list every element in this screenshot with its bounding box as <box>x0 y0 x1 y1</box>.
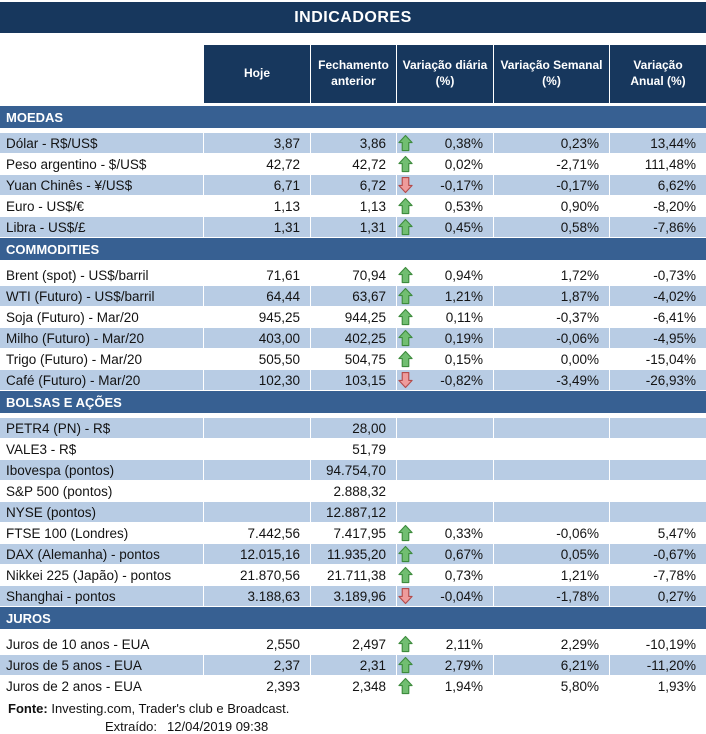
variacao-semanal-value: -0,06% <box>556 525 599 541</box>
variacao-anual-value: -11,20% <box>610 655 706 675</box>
variacao-semanal-value: 0,90% <box>560 198 599 214</box>
extracted-timestamp: 12/04/2019 09:38 <box>167 719 269 734</box>
table-header-row <box>0 45 706 103</box>
table-row <box>0 196 706 217</box>
row-label: S&P 500 (pontos) <box>6 483 113 499</box>
variacao-diaria-value: 1,21% <box>444 288 483 304</box>
variacao-diaria-value: 0,33% <box>444 525 483 541</box>
trend-arrow-slot <box>398 350 413 368</box>
variacao-diaria-cell <box>397 523 493 543</box>
row-label: Nikkei 225 (Japão) - pontos <box>6 567 172 583</box>
variacao-semanal-value: -2,71% <box>556 156 599 172</box>
variacao-diaria-cell <box>397 634 493 654</box>
table-row <box>0 586 706 607</box>
variacao-diaria-value: 0,53% <box>444 198 483 214</box>
trend-arrow-slot <box>398 440 413 458</box>
variacao-semanal-value: 0,58% <box>494 217 609 237</box>
variacao-semanal-value: -1,78% <box>494 586 609 606</box>
table-row <box>0 286 706 307</box>
variacao-diaria-value: 0,02% <box>444 156 483 172</box>
row-label: Shanghai - pontos <box>0 586 203 606</box>
variacao-anual-value: -6,41% <box>653 309 696 325</box>
source-text: Investing.com, Trader's club e Broadcast. <box>47 701 290 716</box>
variacao-diaria-value: 2,79% <box>444 657 483 673</box>
fechamento-anterior-value: 51,79 <box>352 441 386 457</box>
fechamento-anterior-value: 28,00 <box>311 418 396 438</box>
up-arrow-icon <box>398 266 413 284</box>
trend-arrow-slot <box>398 545 413 563</box>
variacao-anual-value <box>610 439 706 459</box>
hoje-value <box>204 502 310 522</box>
variacao-anual-value <box>610 502 706 522</box>
variacao-semanal-value: 1,21% <box>560 567 599 583</box>
row-label: Juros de 5 anos - EUA <box>0 655 203 675</box>
fechamento-anterior-value: 2.888,32 <box>333 483 386 499</box>
trend-arrow-slot <box>398 587 413 605</box>
trend-arrow-slot <box>398 308 413 326</box>
up-arrow-icon <box>398 677 413 695</box>
variacao-anual-value: 1,93% <box>657 678 696 694</box>
fechamento-anterior-value: 12.887,12 <box>311 502 396 522</box>
down-arrow-icon <box>398 176 413 194</box>
variacao-diaria-cell <box>397 460 493 480</box>
trend-arrow-slot <box>398 371 413 389</box>
variacao-semanal-value <box>494 418 609 438</box>
trend-arrow-slot <box>398 503 413 521</box>
hoje-value: 2,550 <box>266 636 300 652</box>
trend-arrow-slot <box>398 329 413 347</box>
trend-arrow-slot <box>398 134 413 152</box>
up-arrow-icon <box>398 134 413 152</box>
row-label: Milho (Futuro) - Mar/20 <box>0 328 203 348</box>
up-arrow-icon <box>398 524 413 542</box>
variacao-diaria-value: 1,94% <box>444 678 483 694</box>
column-header-variacao-anual: Variação Anual (%) <box>610 45 706 103</box>
fechamento-anterior-value: 1,31 <box>311 217 396 237</box>
variacao-semanal-value <box>494 460 609 480</box>
section-header <box>0 106 706 128</box>
hoje-value: 7.442,56 <box>247 525 300 541</box>
variacao-diaria-value: -0,04% <box>440 588 483 604</box>
hoje-value <box>204 481 310 501</box>
row-label: Brent (spot) - US$/barril <box>6 267 149 283</box>
row-label: Peso argentino - $/US$ <box>6 156 147 172</box>
column-header-variacao-diaria: Variação diária (%) <box>397 45 493 103</box>
row-label: Yuan Chinês - ¥/US$ <box>0 175 203 195</box>
variacao-anual-value: -4,02% <box>610 286 706 306</box>
variacao-anual-value: -26,93% <box>610 370 706 390</box>
indicators-report <box>0 2 706 734</box>
variacao-semanal-value: -0,06% <box>494 328 609 348</box>
report-title-bar <box>0 2 706 33</box>
variacao-diaria-cell <box>397 307 493 327</box>
variacao-anual-value: 5,47% <box>657 525 696 541</box>
hoje-value: 21.870,56 <box>239 567 300 583</box>
trend-arrow-slot <box>398 155 413 173</box>
fechamento-anterior-value: 63,67 <box>311 286 396 306</box>
source-label: Fonte: <box>8 701 48 716</box>
variacao-semanal-value: 0,05% <box>494 544 609 564</box>
hoje-value: 102,30 <box>204 370 310 390</box>
variacao-diaria-cell <box>397 133 493 153</box>
variacao-anual-value: -4,95% <box>610 328 706 348</box>
row-label: NYSE (pontos) <box>0 502 203 522</box>
table-row <box>0 439 706 460</box>
hoje-value: 945,25 <box>258 309 300 325</box>
variacao-semanal-value: -0,37% <box>556 309 599 325</box>
variacao-anual-value: -0,73% <box>653 267 696 283</box>
row-label: Juros de 2 anos - EUA <box>6 678 142 694</box>
variacao-diaria-value: -0,82% <box>440 372 483 388</box>
variacao-diaria-cell <box>397 586 493 606</box>
row-label: DAX (Alemanha) - pontos <box>0 544 203 564</box>
header-spacer <box>0 45 203 103</box>
variacao-diaria-cell <box>397 175 493 195</box>
variacao-diaria-cell <box>397 217 493 237</box>
variacao-diaria-cell <box>397 286 493 306</box>
section-header <box>0 238 706 260</box>
table-row <box>0 307 706 328</box>
extracted-line <box>0 716 706 734</box>
up-arrow-icon <box>398 308 413 326</box>
variacao-diaria-value: 2,11% <box>445 636 483 652</box>
trend-arrow-slot <box>398 482 413 500</box>
table-row <box>0 217 706 238</box>
fechamento-anterior-value: 6,72 <box>311 175 396 195</box>
hoje-value: 6,71 <box>204 175 310 195</box>
table-row <box>0 565 706 586</box>
variacao-diaria-cell <box>397 418 493 438</box>
fechamento-anterior-value: 11.935,20 <box>311 544 396 564</box>
variacao-diaria-cell <box>397 349 493 369</box>
variacao-diaria-value: 0,11% <box>445 309 483 325</box>
row-label: Juros de 10 anos - EUA <box>6 636 150 652</box>
variacao-diaria-cell <box>397 370 493 390</box>
table-row <box>0 655 706 676</box>
variacao-anual-value <box>610 418 706 438</box>
variacao-semanal-value: -3,49% <box>494 370 609 390</box>
table-row <box>0 676 706 697</box>
hoje-value <box>204 418 310 438</box>
up-arrow-icon <box>398 218 413 236</box>
trend-arrow-slot <box>398 419 413 437</box>
column-header-hoje: Hoje <box>204 45 310 103</box>
variacao-semanal-value <box>494 502 609 522</box>
table-row <box>0 634 706 655</box>
up-arrow-icon <box>398 155 413 173</box>
variacao-semanal-value: 1,87% <box>494 286 609 306</box>
up-arrow-icon <box>398 566 413 584</box>
up-arrow-icon <box>398 545 413 563</box>
table-row <box>0 175 706 196</box>
variacao-diaria-value: 0,38% <box>444 135 483 151</box>
trend-arrow-slot <box>398 461 413 479</box>
source-line <box>0 697 706 716</box>
variacao-diaria-cell <box>397 196 493 216</box>
up-arrow-icon <box>398 656 413 674</box>
variacao-semanal-value: 6,21% <box>494 655 609 675</box>
variacao-diaria-cell <box>397 655 493 675</box>
variacao-anual-value: -7,86% <box>610 217 706 237</box>
variacao-anual-value: 0,27% <box>610 586 706 606</box>
hoje-value: 42,72 <box>266 156 300 172</box>
trend-arrow-slot <box>398 524 413 542</box>
column-header-fechamento-anterior: Fechamento anterior <box>311 45 396 103</box>
section-title: JUROS <box>6 610 51 626</box>
variacao-diaria-value: 0,45% <box>444 219 483 235</box>
extracted-label: Extraído: <box>105 719 158 734</box>
up-arrow-icon <box>398 329 413 347</box>
table-row <box>0 328 706 349</box>
variacao-diaria-value: 0,73% <box>444 567 483 583</box>
fechamento-anterior-value: 944,25 <box>344 309 386 325</box>
variacao-anual-value <box>610 481 706 501</box>
table-body <box>0 106 706 697</box>
row-label: Café (Futuro) - Mar/20 <box>0 370 203 390</box>
row-label: PETR4 (PN) - R$ <box>0 418 203 438</box>
up-arrow-icon <box>398 635 413 653</box>
variacao-diaria-value: 0,94% <box>444 267 483 283</box>
variacao-semanal-value: 0,00% <box>560 351 599 367</box>
trend-arrow-slot <box>398 287 413 305</box>
trend-arrow-slot <box>398 677 413 695</box>
fechamento-anterior-value: 94.754,70 <box>311 460 396 480</box>
section-title: MOEDAS <box>6 109 64 125</box>
page-title: INDICADORES <box>294 8 412 26</box>
fechamento-anterior-value: 2,348 <box>352 678 386 694</box>
down-arrow-icon <box>398 371 413 389</box>
column-header-variacao-semanal: Variação Semanal (%) <box>494 45 609 103</box>
trend-arrow-slot <box>398 176 413 194</box>
section-header <box>0 391 706 413</box>
fechamento-anterior-value: 2,497 <box>352 636 386 652</box>
table-row <box>0 502 706 523</box>
row-label: Trigo (Futuro) - Mar/20 <box>6 351 143 367</box>
variacao-anual-value: -7,78% <box>653 567 696 583</box>
variacao-diaria-value: -0,17% <box>440 177 483 193</box>
row-label: FTSE 100 (Londres) <box>6 525 129 541</box>
variacao-anual-value: -15,04% <box>645 351 696 367</box>
section-header <box>0 607 706 629</box>
variacao-anual-value: -8,20% <box>653 198 696 214</box>
table-row <box>0 370 706 391</box>
trend-arrow-slot <box>398 197 413 215</box>
hoje-value: 1,31 <box>204 217 310 237</box>
variacao-anual-value: 13,44% <box>610 133 706 153</box>
fechamento-anterior-value: 504,75 <box>344 351 386 367</box>
hoje-value: 12.015,16 <box>204 544 310 564</box>
fechamento-anterior-value: 70,94 <box>352 267 386 283</box>
hoje-value: 505,50 <box>258 351 300 367</box>
variacao-semanal-value: 1,72% <box>560 267 599 283</box>
variacao-diaria-cell <box>397 676 493 696</box>
row-label: WTI (Futuro) - US$/barril <box>0 286 203 306</box>
table-row <box>0 349 706 370</box>
hoje-value: 403,00 <box>204 328 310 348</box>
hoje-value <box>204 460 310 480</box>
row-label: Libra - US$/£ <box>0 217 203 237</box>
variacao-anual-value <box>610 460 706 480</box>
fechamento-anterior-value: 1,13 <box>359 198 386 214</box>
trend-arrow-slot <box>398 566 413 584</box>
fechamento-anterior-value: 103,15 <box>311 370 396 390</box>
hoje-value: 1,13 <box>273 198 300 214</box>
variacao-semanal-value <box>494 481 609 501</box>
variacao-diaria-cell <box>397 481 493 501</box>
variacao-diaria-cell <box>397 154 493 174</box>
variacao-diaria-value: 0,67% <box>444 546 483 562</box>
hoje-value: 2,393 <box>266 678 300 694</box>
variacao-semanal-value: 0,23% <box>494 133 609 153</box>
table-row <box>0 154 706 175</box>
fechamento-anterior-value: 42,72 <box>352 156 386 172</box>
trend-arrow-slot <box>398 635 413 653</box>
table-row <box>0 265 706 286</box>
table-row <box>0 544 706 565</box>
section-title: COMMODITIES <box>6 241 100 257</box>
table-row <box>0 133 706 154</box>
table-row <box>0 460 706 481</box>
variacao-anual-value: -10,19% <box>645 636 696 652</box>
row-label: Euro - US$/€ <box>6 198 85 214</box>
fechamento-anterior-value: 21.711,38 <box>326 567 386 583</box>
variacao-diaria-cell <box>397 544 493 564</box>
fechamento-anterior-value: 7.417,95 <box>333 525 386 541</box>
hoje-value <box>204 439 310 459</box>
fechamento-anterior-value: 402,25 <box>311 328 396 348</box>
variacao-diaria-cell <box>397 328 493 348</box>
variacao-diaria-cell <box>397 565 493 585</box>
trend-arrow-slot <box>398 266 413 284</box>
up-arrow-icon <box>398 197 413 215</box>
row-label: VALE3 - R$ <box>6 441 77 457</box>
table-row <box>0 481 706 502</box>
variacao-semanal-value: -0,17% <box>494 175 609 195</box>
up-arrow-icon <box>398 350 413 368</box>
hoje-value: 3.188,63 <box>204 586 310 606</box>
hoje-value: 2,37 <box>204 655 310 675</box>
up-arrow-icon <box>398 287 413 305</box>
hoje-value: 71,61 <box>266 267 300 283</box>
fechamento-anterior-value: 2,31 <box>311 655 396 675</box>
fechamento-anterior-value: 3.189,96 <box>311 586 396 606</box>
row-label: Dólar - R$/US$ <box>0 133 203 153</box>
report-footer <box>0 697 706 734</box>
fechamento-anterior-value: 3,86 <box>311 133 396 153</box>
table-row <box>0 418 706 439</box>
variacao-anual-value: 111,48% <box>644 156 696 172</box>
variacao-anual-value: 6,62% <box>610 175 706 195</box>
variacao-semanal-value <box>494 439 609 459</box>
table-row <box>0 523 706 544</box>
row-label: Soja (Futuro) - Mar/20 <box>6 309 139 325</box>
variacao-semanal-value: 2,29% <box>560 636 599 652</box>
variacao-diaria-cell <box>397 439 493 459</box>
variacao-diaria-cell <box>397 265 493 285</box>
hoje-value: 64,44 <box>204 286 310 306</box>
trend-arrow-slot <box>398 218 413 236</box>
hoje-value: 3,87 <box>204 133 310 153</box>
trend-arrow-slot <box>398 656 413 674</box>
row-label: Ibovespa (pontos) <box>0 460 203 480</box>
variacao-semanal-value: 5,80% <box>560 678 599 694</box>
variacao-anual-value: -0,67% <box>610 544 706 564</box>
section-title: BOLSAS E AÇÕES <box>6 394 122 410</box>
variacao-diaria-cell <box>397 502 493 522</box>
down-arrow-icon <box>398 587 413 605</box>
variacao-diaria-value: 0,15% <box>444 351 483 367</box>
variacao-diaria-value: 0,19% <box>444 330 483 346</box>
